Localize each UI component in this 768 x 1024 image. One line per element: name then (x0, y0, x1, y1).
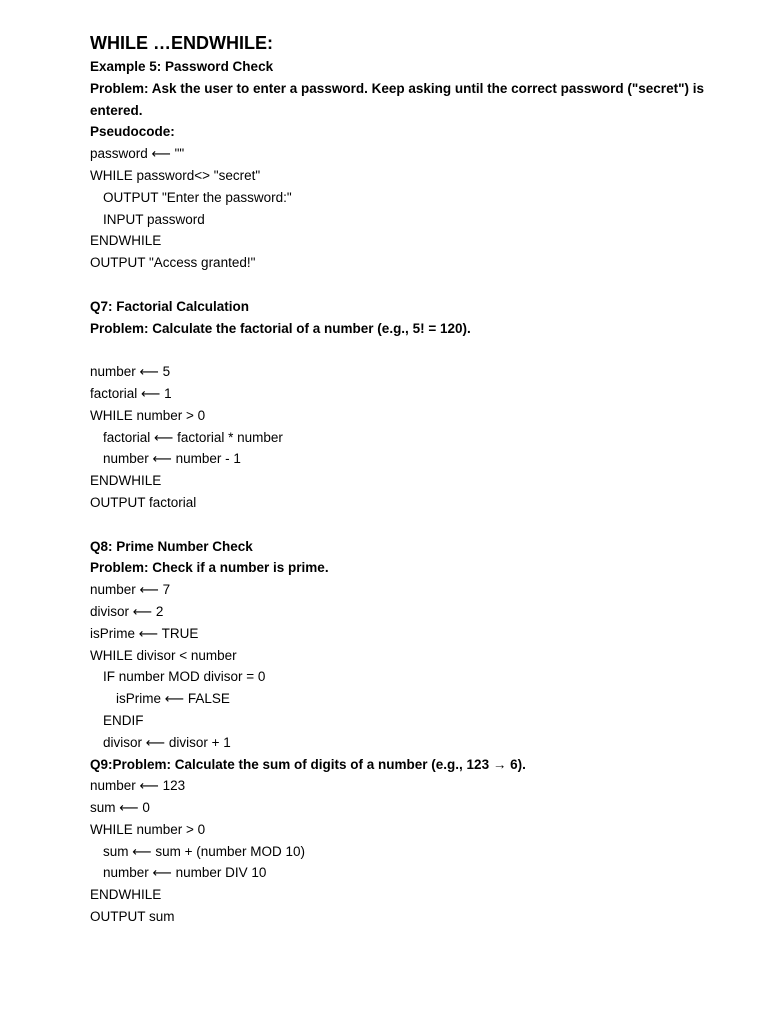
code-line: WHILE divisor < number (90, 647, 237, 663)
code-line: WHILE number > 0 (90, 407, 206, 423)
spacer (90, 274, 730, 296)
code-line: ENDWHILE (90, 233, 162, 249)
q7-problem: Problem: Calculate the factorial of a number (e.g., 5! = 120). (90, 320, 471, 336)
q9-problem: Q9:Problem: Calculate the sum of digits of a number (e.g., 123 → 6). (90, 756, 526, 772)
code-line: OUTPUT factorial (90, 494, 197, 510)
code-line: number ⟵ 7 (90, 582, 171, 598)
code-line: OUTPUT "Access granted!" (90, 255, 256, 271)
code-line: divisor ⟵ 2 (90, 603, 164, 619)
code-line: OUTPUT sum (90, 909, 175, 925)
code-line: ENDIF (103, 712, 144, 728)
code-line: isPrime ⟵ FALSE (116, 691, 230, 707)
code-line: IF number MOD divisor = 0 (103, 669, 266, 685)
example5-problem: Problem: Ask the user to enter a password. Keep asking until the correct password ("secret") is entered. (90, 80, 704, 118)
spacer (90, 339, 730, 361)
code-line: number ⟵ 5 (90, 364, 171, 380)
code-line: number ⟵ number - 1 (103, 451, 241, 467)
code-line: number ⟵ 123 (90, 778, 186, 794)
code-line: WHILE password<> "secret" (90, 167, 261, 183)
code-line: isPrime ⟵ TRUE (90, 625, 199, 641)
code-line: factorial ⟵ factorial * number (103, 429, 283, 445)
code-line: factorial ⟵ 1 (90, 385, 172, 401)
example5-heading: Example 5: Password Check (90, 59, 274, 74)
q7-heading: Q7: Factorial Calculation (90, 298, 250, 314)
page-title: WHILE …ENDWHILE: (90, 33, 273, 53)
code-line: ENDWHILE (90, 473, 162, 489)
code-line: password ⟵ "" (90, 146, 185, 162)
code-line: INPUT password (103, 211, 205, 227)
code-line: ENDWHILE (90, 887, 162, 903)
q8-problem: Problem: Check if a number is prime. (90, 560, 329, 576)
document-body (90, 30, 730, 928)
q8-heading: Q8: Prime Number Check (90, 538, 253, 554)
code-line: divisor ⟵ divisor + 1 (103, 734, 231, 750)
code-line: sum ⟵ 0 (90, 800, 150, 816)
code-line: sum ⟵ sum + (number MOD 10) (103, 843, 306, 859)
code-line: number ⟵ number DIV 10 (103, 865, 267, 881)
spacer (90, 514, 730, 536)
pseudocode-label: Pseudocode: (90, 124, 175, 140)
code-line: OUTPUT "Enter the password:" (103, 189, 292, 205)
code-line: WHILE number > 0 (90, 821, 206, 837)
